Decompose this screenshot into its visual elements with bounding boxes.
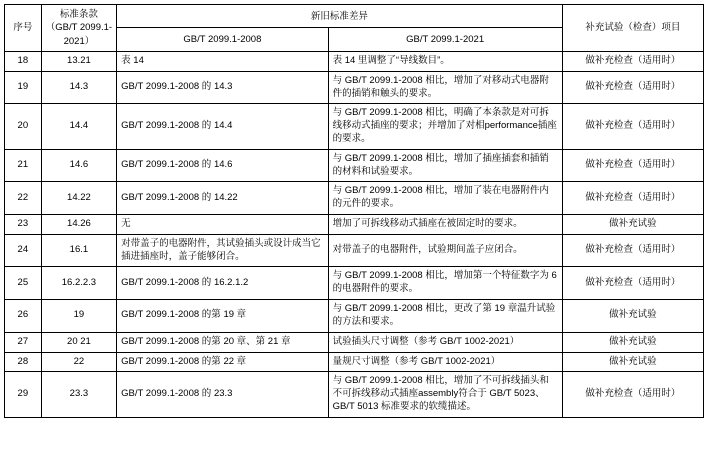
- cell-new: 与 GB/T 2099.1-2008 相比，增加了装在电器附件内的元件的要求。: [328, 182, 562, 215]
- cell-new: 与 GB/T 2099.1-2008 相比，增加第一个特征数字为 6 的电器附件的要求。: [328, 267, 562, 300]
- cell-no: 24: [5, 234, 42, 267]
- cell-new: 与 GB/T 2099.1-2008 相比，增加了对移动式电器附件的插销和触头的要求。: [328, 71, 562, 104]
- cell-extra: 做补充检查（适用时）: [562, 182, 703, 215]
- cell-old: GB/T 2099.1-2008 的 14.6: [117, 149, 328, 182]
- cell-extra: 做补充检查（适用时）: [562, 372, 703, 417]
- cell-new: 与 GB/T 2099.1-2008 相比，明确了本条款是对可拆线移动式插座的要求；并增加了对相performance插座的要求。: [328, 104, 562, 149]
- cell-no: 29: [5, 372, 42, 417]
- table-row: [5, 104, 704, 149]
- table-body: [5, 51, 704, 417]
- cell-clause: 14.26: [41, 215, 117, 235]
- cell-clause: 14.6: [41, 149, 117, 182]
- table-row: [5, 71, 704, 104]
- cell-extra: 做补充检查（适用时）: [562, 104, 703, 149]
- cell-new: 增加了可拆线移动式插座在被固定时的要求。: [328, 215, 562, 235]
- cell-no: 22: [5, 182, 42, 215]
- cell-clause: 14.4: [41, 104, 117, 149]
- standard-comparison-table: [4, 4, 704, 418]
- cell-extra: 做补充试验: [562, 332, 703, 352]
- table-row: [5, 234, 704, 267]
- column-header-difference: 新旧标准差异: [117, 5, 562, 28]
- cell-clause: 14.3: [41, 71, 117, 104]
- cell-no: 20: [5, 104, 42, 149]
- cell-no: 19: [5, 71, 42, 104]
- cell-no: 23: [5, 215, 42, 235]
- cell-old: GB/T 2099.1-2008 的第 20 章、第 21 章: [117, 332, 328, 352]
- cell-clause: 16.1: [41, 234, 117, 267]
- cell-extra: 做补充试验: [562, 215, 703, 235]
- cell-no: 25: [5, 267, 42, 300]
- cell-old: 对带盖子的电器附件，其试验插头或设计成当它插进插座时，盖子能够闭合。: [117, 234, 328, 267]
- cell-extra: 做补充试验: [562, 352, 703, 372]
- table-row: [5, 182, 704, 215]
- cell-new: 与 GB/T 2099.1-2008 相比，增加了插座插套和插销的材料和试验要求。: [328, 149, 562, 182]
- table-row: [5, 51, 704, 71]
- cell-no: 26: [5, 300, 42, 333]
- cell-old: GB/T 2099.1-2008 的第 22 章: [117, 352, 328, 372]
- table-row: [5, 332, 704, 352]
- cell-new: 与 GB/T 2099.1-2008 相比，增加了不可拆线插头和不可拆线移动式插座assembly符合于 GB/T 5023、GB/T 5013 标准要求的软缆描述。: [328, 372, 562, 417]
- cell-extra: 做补充试验: [562, 300, 703, 333]
- cell-old: GB/T 2099.1-2008 的第 19 章: [117, 300, 328, 333]
- cell-clause: 13.21: [41, 51, 117, 71]
- cell-new: 试验插头尺寸调整（参考 GB/T 1002-2021）: [328, 332, 562, 352]
- table-header-row-1: [5, 5, 704, 28]
- cell-old: 无: [117, 215, 328, 235]
- cell-old: GB/T 2099.1-2008 的 16.2.1.2: [117, 267, 328, 300]
- cell-extra: 做补充检查（适用时）: [562, 51, 703, 71]
- cell-no: 18: [5, 51, 42, 71]
- cell-extra: 做补充检查（适用时）: [562, 234, 703, 267]
- cell-no: 28: [5, 352, 42, 372]
- table-row: [5, 267, 704, 300]
- column-header-new-standard: GB/T 2099.1-2021: [328, 28, 562, 51]
- cell-extra: 做补充检查（适用时）: [562, 71, 703, 104]
- cell-old: 表 14: [117, 51, 328, 71]
- cell-clause: 20 21: [41, 332, 117, 352]
- table-header: [5, 5, 704, 52]
- cell-extra: 做补充检查（适用时）: [562, 149, 703, 182]
- cell-clause: 19: [41, 300, 117, 333]
- cell-new: 表 14 里调整了“导线数目”。: [328, 51, 562, 71]
- cell-no: 21: [5, 149, 42, 182]
- table-row: [5, 300, 704, 333]
- table-row: [5, 352, 704, 372]
- table-row: [5, 149, 704, 182]
- cell-clause: 14.22: [41, 182, 117, 215]
- cell-old: GB/T 2099.1-2008 的 14.22: [117, 182, 328, 215]
- cell-old: GB/T 2099.1-2008 的 14.3: [117, 71, 328, 104]
- cell-extra: 做补充检查（适用时）: [562, 267, 703, 300]
- cell-new: 与 GB/T 2099.1-2008 相比，更改了第 19 章温升试验的方法和要求。: [328, 300, 562, 333]
- cell-no: 27: [5, 332, 42, 352]
- column-header-clause: 标准条款（GB/T 2099.1-2021）: [41, 5, 117, 52]
- cell-clause: 22: [41, 352, 117, 372]
- table-row: [5, 372, 704, 417]
- column-header-extra-test: 补充试验（检查）项目: [562, 5, 703, 52]
- cell-clause: 23.3: [41, 372, 117, 417]
- column-header-no: 序号: [5, 5, 42, 52]
- column-header-old-standard: GB/T 2099.1-2008: [117, 28, 328, 51]
- cell-old: GB/T 2099.1-2008 的 14.4: [117, 104, 328, 149]
- cell-old: GB/T 2099.1-2008 的 23.3: [117, 372, 328, 417]
- cell-new: 对带盖子的电器附件，试验期间盖子应闭合。: [328, 234, 562, 267]
- cell-new: 量规尺寸调整（参考 GB/T 1002-2021）: [328, 352, 562, 372]
- cell-clause: 16.2.2.3: [41, 267, 117, 300]
- table-row: [5, 215, 704, 235]
